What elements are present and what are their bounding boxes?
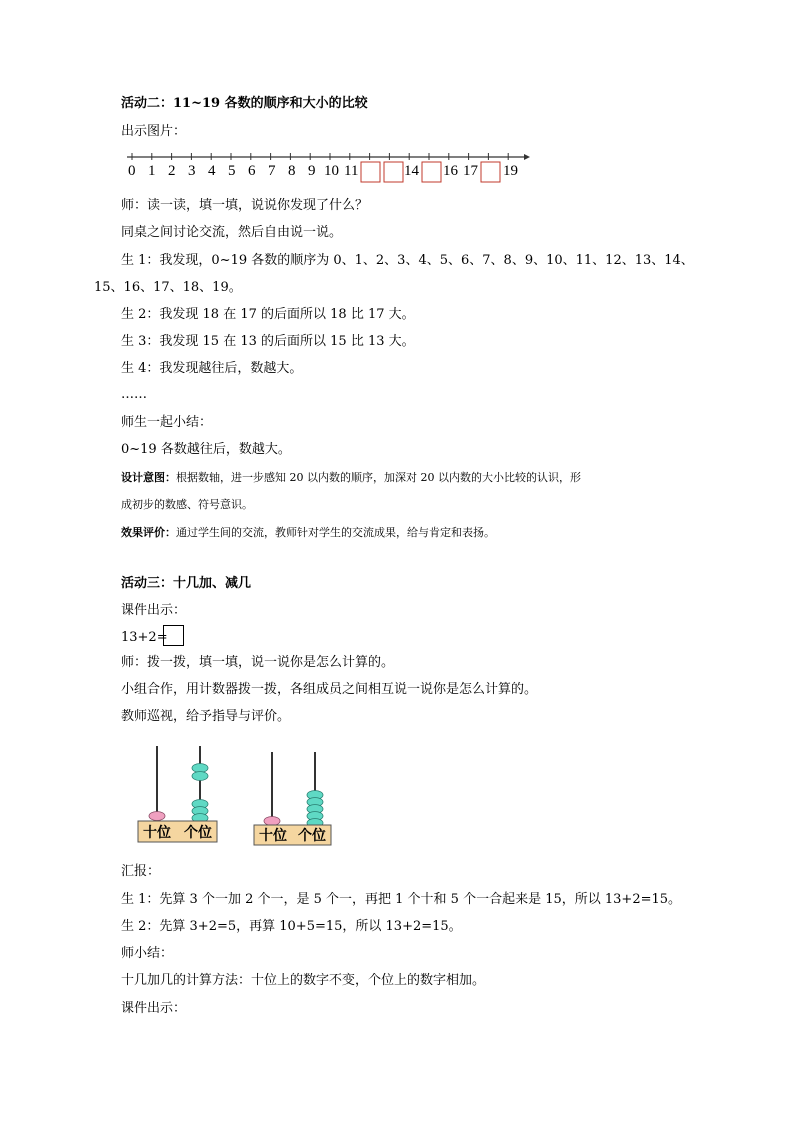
- bead-ones: [192, 772, 208, 781]
- method-text: 十几加几的计算方法：十位上的数字不变，个位上的数字相加。: [121, 973, 486, 988]
- equation-text: 13+2=: [121, 630, 168, 645]
- bead-tens: [264, 817, 280, 826]
- nl-label: 4: [208, 163, 216, 179]
- courseware-text: 课件出示：: [121, 603, 187, 618]
- nl-label: 10: [324, 163, 339, 179]
- nl-label: 0: [128, 163, 136, 179]
- design-intent-label: 设计意图：: [121, 471, 176, 484]
- nl-label: 16: [443, 163, 458, 179]
- group-work-text: 小组合作，用计数器拨一拨，各组成员之间相互说一说你是怎么计算的。: [121, 682, 538, 697]
- student4-text: 生 4：我发现越往后，数越大。: [121, 361, 303, 376]
- summary-label: 师生一起小结：: [121, 415, 213, 430]
- nl-label: 7: [268, 163, 276, 179]
- nl-label: 6: [248, 163, 256, 179]
- nl-label: 1: [148, 163, 156, 179]
- nl-label: 19: [503, 163, 518, 179]
- nl-label: 14: [404, 163, 419, 179]
- teacher-patrol-text: 教师巡视，给予指导与评价。: [121, 709, 291, 724]
- student1-line1: 生 1：我发现，0~19 各数的顺序为 0、1、2、3、4、5、6、7、8、9、10、11、12、13、14、: [121, 253, 694, 268]
- design-intent-line2: 成初步的数感、符号意识。: [121, 498, 253, 511]
- student2-report: 生 2：先算 3+2=5，再算 10+5=15，所以 13+2=15。: [121, 919, 462, 934]
- effect-evaluation-label: 效果评价：: [121, 526, 176, 539]
- teacher-prompt: 师：读一读，填一填，说说你发现了什么？: [121, 198, 369, 213]
- abacus-1: [138, 746, 217, 842]
- design-intent-text: 根据数轴，进一步感知 20 以内数的顺序，加深对 20 以内数的大小比较的认识，形: [176, 471, 581, 484]
- ellipsis: ……: [121, 387, 147, 402]
- activity2-title: 活动二：11~19 各数的顺序和大小的比较: [121, 96, 368, 111]
- teacher-prompt-2: 师：拨一拨，填一填，说一说你是怎么计算的。: [121, 655, 395, 670]
- student3-text: 生 3：我发现 15 在 13 的后面所以 15 比 13 大。: [121, 334, 415, 349]
- tens-label: 十位: [143, 825, 171, 841]
- nl-label: 8: [288, 163, 296, 179]
- summary-text: 0~19 各数越往后，数越大。: [121, 442, 291, 457]
- nl-label: 2: [168, 163, 176, 179]
- student1-line2: 15、16、17、18、19。: [94, 280, 242, 295]
- effect-evaluation-text: 通过学生间的交流，教师针对学生的交流成果，给与肯定和表扬。: [176, 526, 495, 539]
- student2-text: 生 2：我发现 18 在 17 的后面所以 18 比 17 大。: [121, 307, 415, 322]
- nl-label: 5: [228, 163, 236, 179]
- teacher-summary-label: 师小结：: [121, 946, 174, 961]
- tens-label: 十位: [259, 828, 287, 844]
- abacus-2: [254, 752, 331, 845]
- nl-label: 11: [344, 163, 359, 179]
- nl-label: 9: [308, 163, 316, 179]
- bead-tens: [149, 812, 165, 821]
- ones-label: 个位: [184, 825, 212, 841]
- student1-report: 生 1：先算 3 个一加 2 个一，是 5 个一，再把 1 个十和 5 个一合起来是 15，所以 13+2=15。: [121, 892, 682, 907]
- discuss-text: 同桌之间讨论交流，然后自由说一说。: [121, 225, 343, 240]
- activity3-title: 活动三：十几加、减几: [121, 576, 252, 591]
- ones-label: 个位: [298, 828, 326, 844]
- show-picture-text: 出示图片：: [121, 124, 187, 139]
- courseware-text-2: 课件出示：: [121, 1001, 187, 1016]
- nl-label: 3: [188, 163, 196, 179]
- report-label: 汇报：: [121, 864, 161, 879]
- nl-label: 17: [463, 163, 478, 179]
